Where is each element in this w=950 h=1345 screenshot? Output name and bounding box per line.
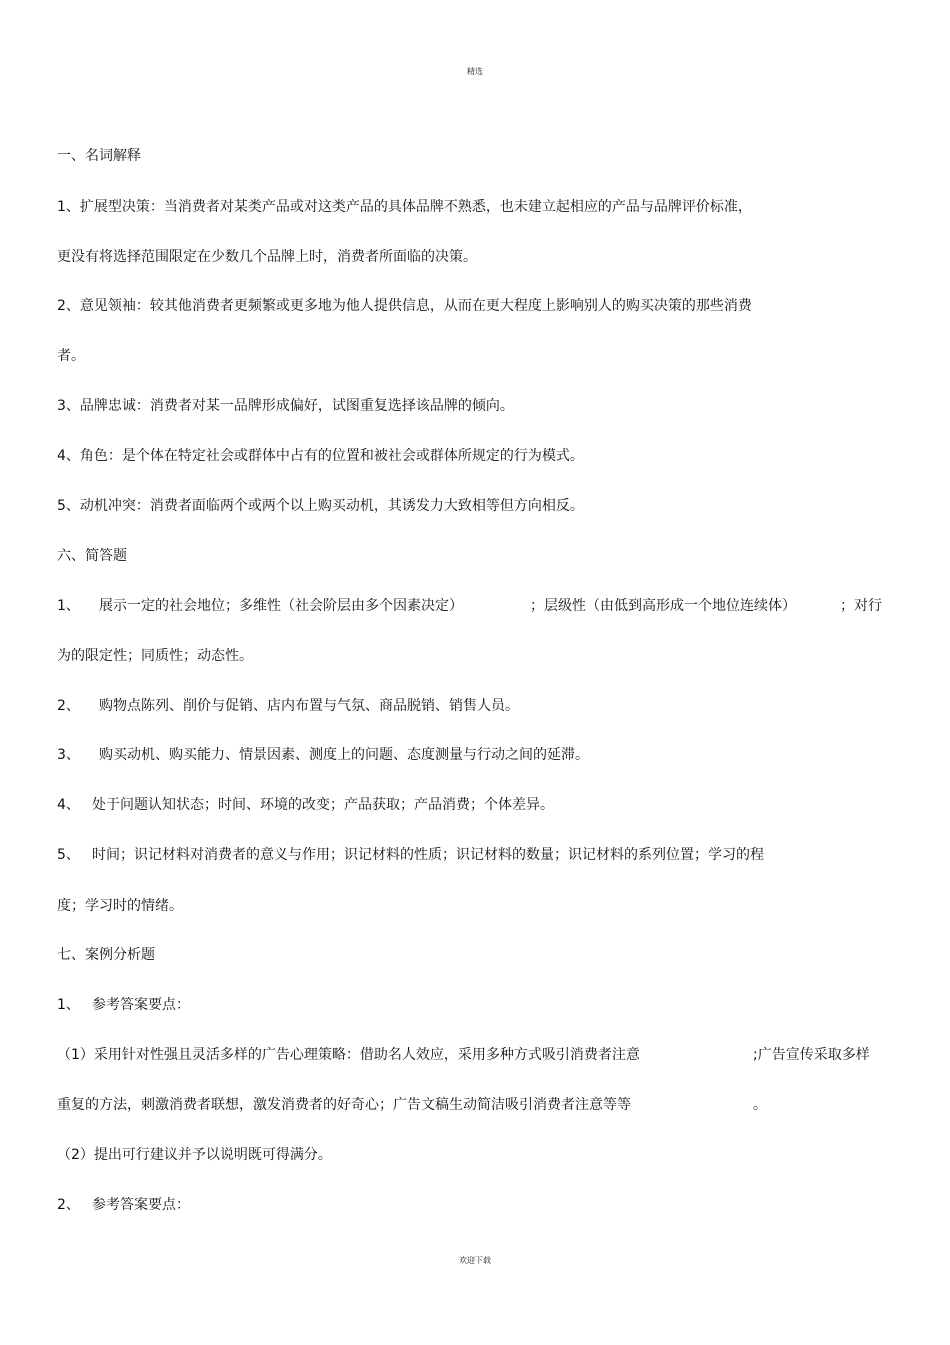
- section-title-short-answer: 六、简答题: [57, 548, 127, 564]
- page-footer: 欢迎下载: [459, 1256, 491, 1265]
- case-1-point-1-line-2: 重复的方法，刺激消费者联想，激发消费者的好奇心；广告文稿生动简洁吸引消费者注意等等: [57, 1097, 631, 1113]
- section-title-terms: 一、名词解释: [57, 148, 141, 164]
- answer-4: 处于问题认知状态；时间、环境的改变；产品获取；产品消费；个体差异。: [92, 797, 554, 813]
- case-1-number: 1、: [57, 997, 80, 1013]
- case-1-heading: 参考答案要点：: [92, 997, 190, 1013]
- answer-5-line-1: 时间；识记材料对消费者的意义与作用；识记材料的性质；识记材料的数量；识记材料的系列位置；学习的程: [92, 847, 764, 863]
- answer-2: 购物点陈列、削价与促销、店内布置与气氛、商品脱销、销售人员。: [99, 698, 519, 714]
- term-2-line-1: 2、意见领袖：较其他消费者更频繁或更多地为他人提供信息，从而在更大程度上影响别人的购买决策的那些消费: [57, 298, 752, 314]
- answer-1-part-2: ；层级性（由低到高形成一个地位连续体）: [530, 598, 796, 614]
- answer-1-number: 1、: [57, 598, 80, 614]
- term-3: 3、品牌忠诚：消费者对某一品牌形成偏好，试图重复选择该品牌的倾向。: [57, 398, 514, 414]
- case-1-point-1-part-1: （1）采用针对性强且灵活多样的广告心理策略：借助名人效应，采用多种方式吸引消费者注意: [57, 1047, 640, 1063]
- case-1-point-1-line-2-end: 。: [753, 1097, 767, 1113]
- answer-5-line-2: 度；学习时的情绪。: [57, 898, 183, 914]
- answer-4-number: 4、: [57, 797, 80, 813]
- term-5: 5、动机冲突：消费者面临两个或两个以上购买动机，其诱发力大致相等但方向相反。: [57, 498, 584, 514]
- term-1-line-1: 1、扩展型决策：当消费者对某类产品或对这类产品的具体品牌不熟悉，也未建立起相应的产品与品牌评价标准，: [57, 199, 752, 215]
- answer-3: 购买动机、购买能力、情景因素、测度上的问题、态度测量与行动之间的延滞。: [99, 747, 589, 763]
- answer-5-number: 5、: [57, 847, 80, 863]
- case-1-point-1-part-2: ;广告宣传采取多样: [753, 1047, 870, 1063]
- case-2-heading: 参考答案要点：: [92, 1197, 190, 1213]
- case-1-point-2: （2）提出可行建议并予以说明既可得满分。: [57, 1147, 332, 1163]
- answer-1-part-1: 展示一定的社会地位；多维性（社会阶层由多个因素决定）: [99, 598, 463, 614]
- answer-3-number: 3、: [57, 747, 80, 763]
- case-2-number: 2、: [57, 1197, 80, 1213]
- answer-2-number: 2、: [57, 698, 80, 714]
- answer-1-line-2: 为的限定性；同质性；动态性。: [57, 648, 253, 664]
- page-header: 精选: [467, 67, 483, 76]
- section-title-case-analysis: 七、案例分析题: [57, 947, 155, 963]
- term-1-line-2: 更没有将选择范围限定在少数几个品牌上时，消费者所面临的决策。: [57, 249, 477, 265]
- term-4: 4、角色：是个体在特定社会或群体中占有的位置和被社会或群体所规定的行为模式。: [57, 448, 584, 464]
- term-2-line-2: 者。: [57, 348, 85, 364]
- answer-1-part-3: ；对行: [840, 598, 882, 614]
